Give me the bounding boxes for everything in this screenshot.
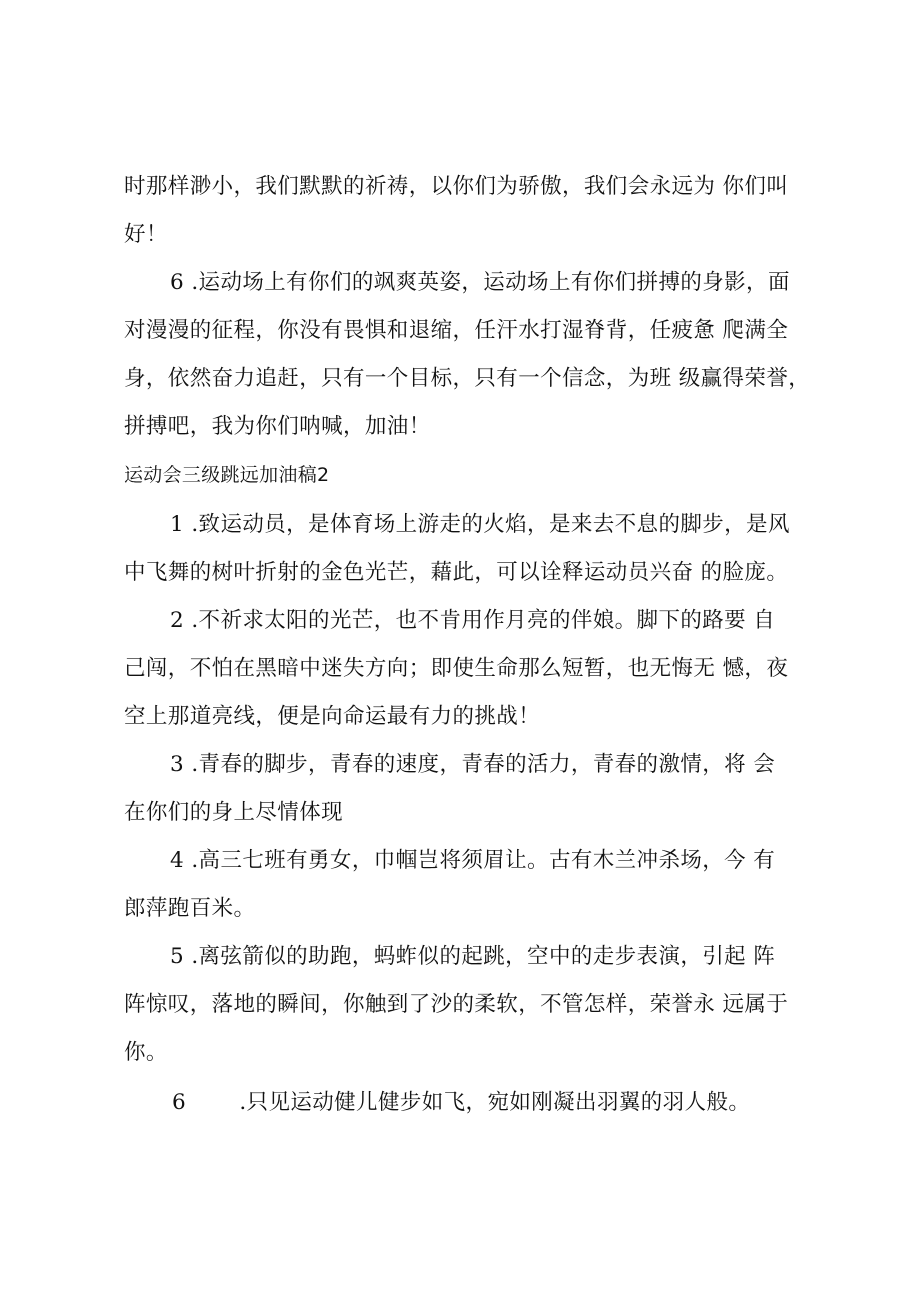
text-line: 在你们的身上尽情体现 bbox=[124, 800, 344, 825]
list-item-3-line-1: 3 .青春的脚步，青春的速度，青春的活力，青春的激情，将 会 bbox=[170, 752, 776, 777]
section-heading: 运动会三级跳远加油稿2 bbox=[124, 464, 330, 486]
text-line: 己闯，不怕在黑暗中迷失方向；即使生命那么短暂，也无悔无 憾，夜 bbox=[124, 656, 789, 681]
list-item-2-line-1: 2 .不祈求太阳的光芒，也不肯用作月亮的伴娘。脚下的路要 自 bbox=[170, 608, 776, 633]
list-item-4-line-1: 4 .高三七班有勇女，巾帼岂将须眉让。古有木兰冲杀场，今 有 bbox=[170, 848, 776, 873]
text-line: 好！ bbox=[124, 222, 168, 247]
text-line: 空上那道亮线，便是向命运最有力的挑战！ bbox=[124, 704, 541, 729]
text-line: 拼搏吧，我为你们呐喊，加油！ bbox=[124, 414, 431, 439]
text-line: 郎萍跑百米。 bbox=[124, 896, 256, 921]
text-line: 时那样渺小，我们默默的祈祷，以你们为骄傲，我们会永远为 你们叫 bbox=[124, 174, 789, 199]
list-item-6b-line-1: 6 .只见运动健儿健步如飞，宛如刚凝出羽翼的羽人般。 bbox=[172, 1090, 751, 1115]
list-item-6-line-1: 6 .运动场上有你们的飒爽英姿，运动场上有你们拼搏的身影，面 bbox=[170, 270, 790, 295]
list-item-1-line-1: 1 .致运动员，是体育场上游走的火焰，是来去不息的脚步，是风 bbox=[170, 512, 790, 537]
text-line: 阵惊叹，落地的瞬间，你触到了沙的柔软，不管怎样，荣誉永 远属于 bbox=[124, 992, 789, 1017]
text-line: 中飞舞的树叶折射的金色光芒，藉此，可以诠释运动员兴奋 的脸庞。 bbox=[124, 560, 789, 585]
text-line: 你。 bbox=[124, 1040, 168, 1065]
list-item-5-line-1: 5 .离弦箭似的助跑，蚂蚱似的起跳，空中的走步表演，引起 阵 bbox=[170, 944, 776, 969]
text-line: 对漫漫的征程，你没有畏惧和退缩，任汗水打湿脊背，任疲惫 爬满全 bbox=[124, 318, 789, 343]
text-line: 身，依然奋力追赶，只有一个目标，只有一个信念，为班 级赢得荣誉， bbox=[124, 366, 811, 391]
